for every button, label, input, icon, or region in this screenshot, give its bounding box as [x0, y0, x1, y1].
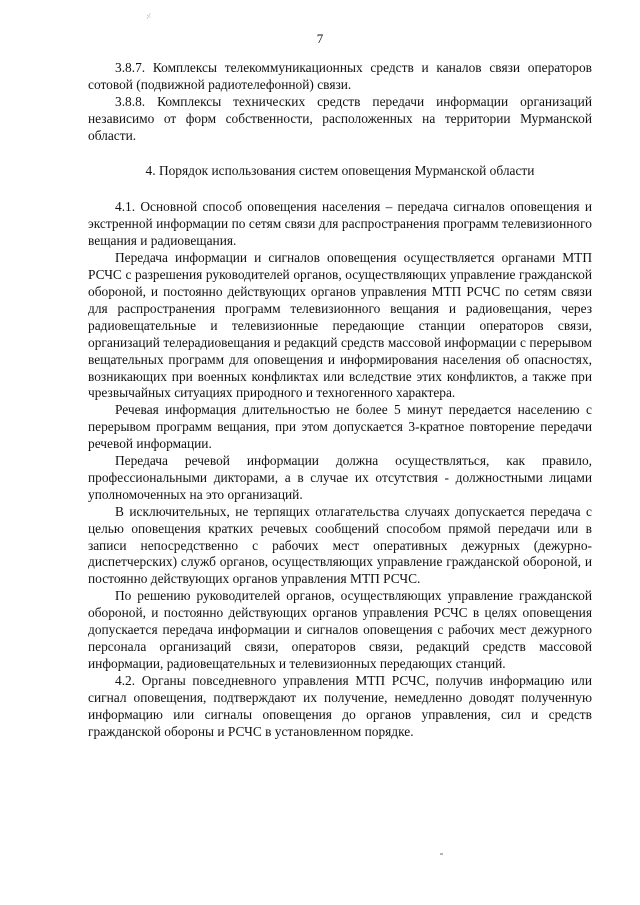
- paragraph-transmission: Передача информации и сигналов оповещения осуществляется органами МТП РСЧС с разрешения руководителей органов, осуществляющих управление гражданской обороной, и постоянно действующих органов управления МТП РСЧС по сетям связи для распространения программ телевизионного вещания и радиовещания, через радиовещательные и телевизионные передающие станции операторов связи, организаций телерадиовещания и редакций средств массовой информации с перерывом вещательных программ для оповещения и информирования населения об опасностях, возникающих при военных конфликтах или вследствие этих конфликтов, а также при чрезвычайных ситуациях природного и техногенного характера.: [88, 250, 592, 401]
- page-number: 7: [316, 31, 324, 46]
- section-heading: 4. Порядок использования систем оповещения Мурманской области: [145, 162, 535, 178]
- paragraph-decision: По решению руководителей органов, осуществляющих управление гражданской обороной, и постоянно действующих органов управления РСЧС в целях оповещения допускается передача информации и сигналов оповещения с рабочих мест дежурного персонала организаций связи, операторов связи, редакций средств массовой информации, радиовещательных и телевизионных передающих станций.: [88, 588, 592, 671]
- paragraph-3-8-7: 3.8.7. Комплексы телекоммуникационных средств и каналов связи операторов сотовой (подвижной радиотелефонной) связи.: [88, 60, 592, 92]
- document-body: [88, 60, 592, 740]
- paragraph-announcers: Передача речевой информации должна осуществляться, как правило, профессиональными дикторами, а в случае их отсутствия - должностными лицами уполномоченных на это организаций.: [88, 453, 592, 502]
- scan-dot: [440, 853, 443, 855]
- scan-mark: ⸓: [146, 12, 152, 21]
- paragraph-exceptional-cases: В исключительных, не терпящих отлагательства случаях допускается передача с целью оповещения кратких речевых сообщений способом прямой передачи или в записи непосредственно с рабочих мест оперативных дежурных (дежурно-диспетчерских) служб органов, осуществляющих управление гражданской обороной, и постоянно действующих органов управления МТП РСЧС.: [88, 503, 592, 587]
- paragraph-4-1: 4.1. Основной способ оповещения населения – передача сигналов оповещения и экстренной информации по сетям связи для распространения программ телевизионного вещания и радиовещания.: [88, 199, 592, 249]
- paragraph-3-8-8: 3.8.8. Комплексы технических средств передачи информации организаций независимо от форм собственности, расположенных на территории Мурманской области.: [88, 93, 592, 143]
- paragraph-speech-duration: Речевая информация длительностью не более 5 минут передается населению с перерывом программ вещания, при этом допускается 3-кратное повторение передачи речевой информации.: [88, 402, 592, 452]
- paragraph-4-2: 4.2. Органы повседневного управления МТП РСЧС, получив информацию или сигнал оповещения, подтверждают их получение, немедленно доводят полученную информацию или сигналы оповещения до органов управления, сил и средств гражданской обороны и РСЧС в установленном порядке.: [88, 672, 592, 739]
